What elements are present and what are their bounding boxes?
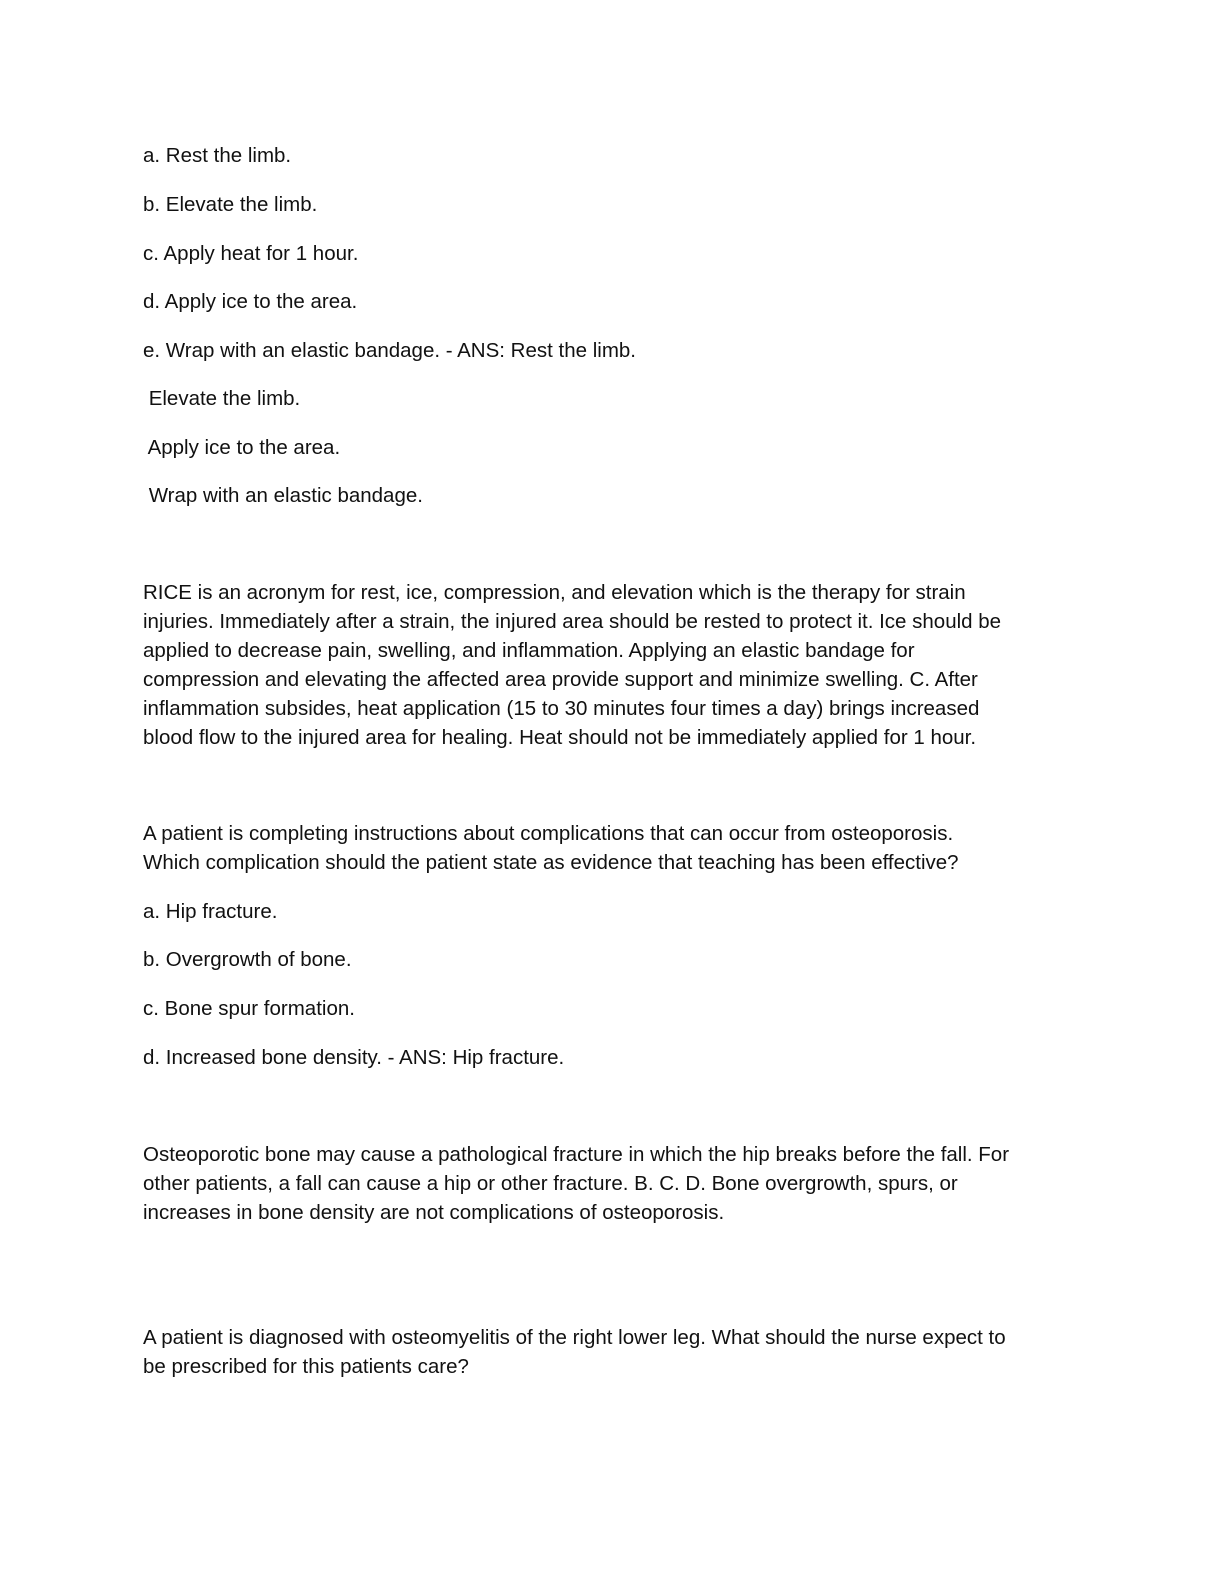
- q1-option-a: a. Rest the limb.: [143, 144, 292, 167]
- q2-question-line: Which complication should the patient state as evidence that teaching has been effective?: [143, 851, 959, 874]
- q3-question-line: A patient is diagnosed with osteomyelitis of the right lower leg. What should the nurse expect to: [143, 1326, 1006, 1349]
- q1-rationale-line: blood flow to the injured area for healing. Heat should not be immediately applied for 1 hour.: [143, 726, 977, 749]
- q2-rationale-line: increases in bone density are not complications of osteoporosis.: [143, 1201, 725, 1224]
- q1-rationale-line: injuries. Immediately after a strain, the injured area should be rested to protect it. Ice should be: [143, 610, 1002, 633]
- q1-rationale-line: compression and elevating the affected area provide support and minimize swelling. C. After: [143, 668, 978, 691]
- q1-answer-wrap: Wrap with an elastic bandage.: [143, 484, 423, 507]
- q1-rationale-line: applied to decrease pain, swelling, and inflammation. Applying an elastic bandage for: [143, 639, 915, 662]
- q1-answer-elevate: Elevate the limb.: [143, 387, 301, 410]
- q3-question: [143, 1323, 1083, 1381]
- q2-question: [143, 819, 1083, 877]
- q1-rationale-line: RICE is an acronym for rest, ice, compression, and elevation which is the therapy for strain: [143, 581, 966, 604]
- q1-rationale-line: inflammation subsides, heat application (15 to 30 minutes four times a day) brings increased: [143, 697, 980, 720]
- q1-option-b: b. Elevate the limb.: [143, 193, 318, 216]
- q2-option-d-answer: d. Increased bone density. - ANS: Hip fracture.: [143, 1046, 565, 1069]
- q2-rationale-line: Osteoporotic bone may cause a pathological fracture in which the hip breaks before the fall. For: [143, 1143, 1010, 1166]
- q1-option-d: d. Apply ice to the area.: [143, 290, 358, 313]
- q1-answer-ice: Apply ice to the area.: [143, 436, 341, 459]
- q1-option-e-answer: e. Wrap with an elastic bandage. - ANS: Rest the limb.: [143, 339, 637, 362]
- q1-rationale: [143, 578, 1083, 752]
- q3-question-line: be prescribed for this patients care?: [143, 1355, 469, 1378]
- q2-option-c: c. Bone spur formation.: [143, 997, 355, 1020]
- q1-option-c: c. Apply heat for 1 hour.: [143, 242, 359, 265]
- q2-rationale-line: other patients, a fall can cause a hip or other fracture. B. C. D. Bone overgrowth, spurs, or: [143, 1172, 958, 1195]
- q2-rationale: [143, 1140, 1083, 1227]
- q2-option-a: a. Hip fracture.: [143, 900, 278, 923]
- q2-option-b: b. Overgrowth of bone.: [143, 948, 352, 971]
- q2-question-line: A patient is completing instructions about complications that can occur from osteoporosis.: [143, 822, 954, 845]
